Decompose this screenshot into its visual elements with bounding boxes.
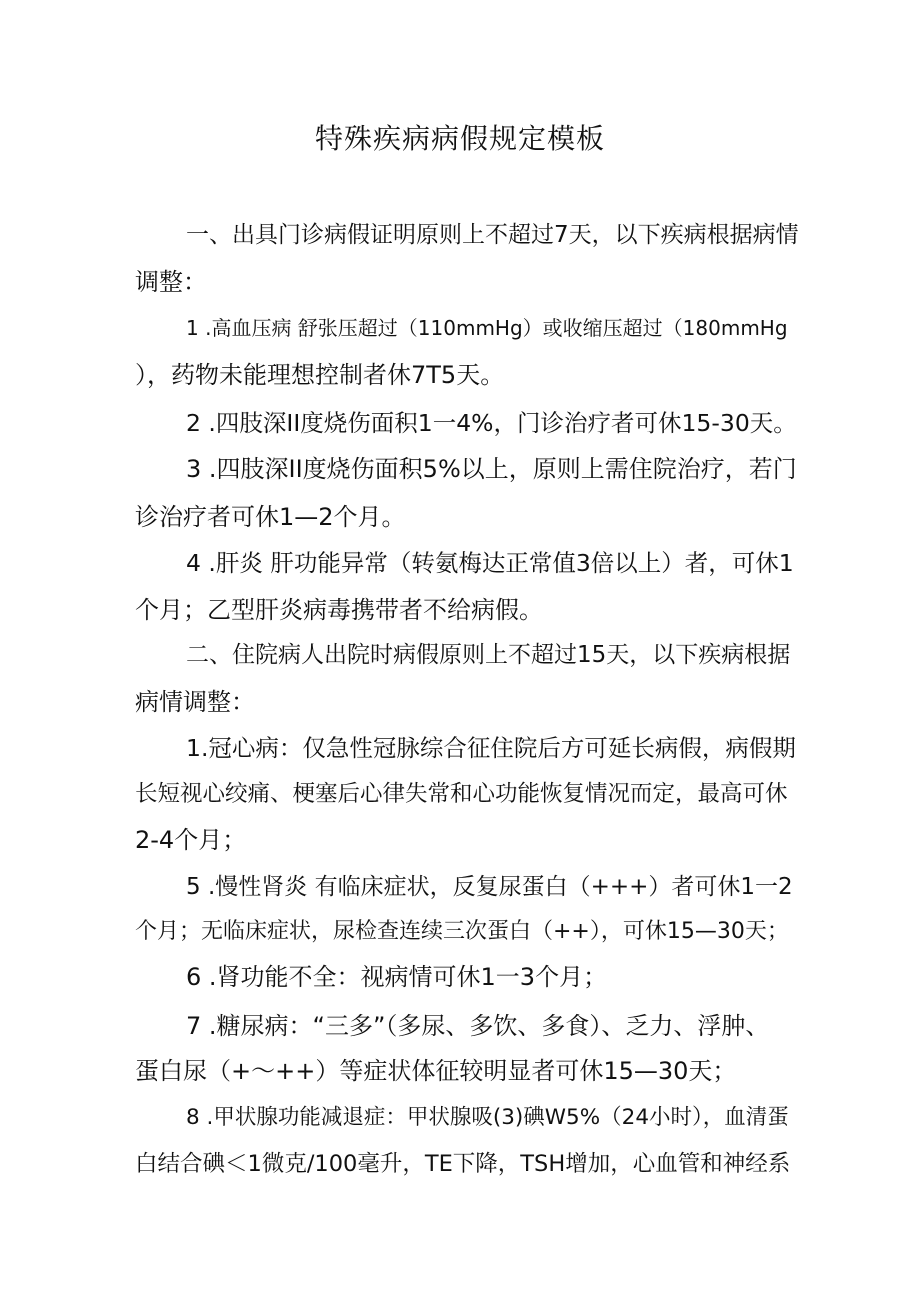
paragraph-line: 1.冠心病：仅急性冠脉综合征住院后方可延长病假，病假期 bbox=[186, 734, 796, 762]
paragraph-line: 长短视心绞痛、梗塞后心律失常和心功能恢复情况而定，最高可休 bbox=[135, 781, 788, 807]
paragraph-line: 诊治疗者可休1—2个月。 bbox=[135, 503, 406, 531]
paragraph-line: 5 .慢性肾炎 有临床症状，反复尿蛋白（+++）者可休1一2 bbox=[186, 874, 793, 900]
paragraph-line: 调整： bbox=[135, 268, 207, 296]
paragraph-line: 一、出具门诊病假证明原则上不超过7天，以下疾病根据病情 bbox=[186, 222, 799, 248]
paragraph-line: 个月；无临床症状，尿检查连续三次蛋白（++），可休15—30天； bbox=[135, 919, 789, 944]
paragraph-line: 病情调整： bbox=[135, 688, 255, 716]
paragraph-line: 2 .四肢深II度烧伤面积1一4%，门诊治疗者可休15-30天。 bbox=[186, 409, 797, 437]
paragraph-line: 8 .甲状腺功能减退症：甲状腺吸(3)碘W5%（24小时），血清蛋 bbox=[186, 1105, 789, 1130]
paragraph-line: 个月；乙型肝炎病毒携带者不给病假。 bbox=[135, 596, 543, 624]
paragraph-line: 6 .肾功能不全：视病情可休1一3个月； bbox=[186, 963, 608, 991]
paragraph-line: 2-4个月； bbox=[135, 826, 247, 854]
paragraph-line: ），药物未能理想控制者休7T5天。 bbox=[135, 361, 505, 389]
paragraph-line: 白结合碘＜1微克/100毫升，TE下降，TSH增加，心血管和神经系 bbox=[135, 1151, 791, 1177]
paragraph-line: 1 .高血压病 舒张压超过（110mmHg）或收缩压超过（180mmHg bbox=[186, 316, 788, 340]
paragraph-line: 蛋白尿（+〜++）等症状体征较明显者可休15—30天； bbox=[135, 1057, 737, 1085]
paragraph-line: 3 .四肢深II度烧伤面积5%以上，原则上需住院治疗，若门 bbox=[186, 455, 797, 483]
paragraph-line: 二、住院病人出院时病假原则上不超过15天，以下疾病根据 bbox=[186, 642, 791, 668]
paragraph-line: 7 .糖尿病：“三多”（多尿、多饮、多食）、乏力、浮肿、 bbox=[186, 1012, 770, 1040]
paragraph-line: 4 .肝炎 肝功能异常（转氨梅达正常值3倍以上）者，可休1 bbox=[186, 549, 794, 577]
document-title: 特殊疾病病假规定模板 bbox=[314, 122, 605, 155]
